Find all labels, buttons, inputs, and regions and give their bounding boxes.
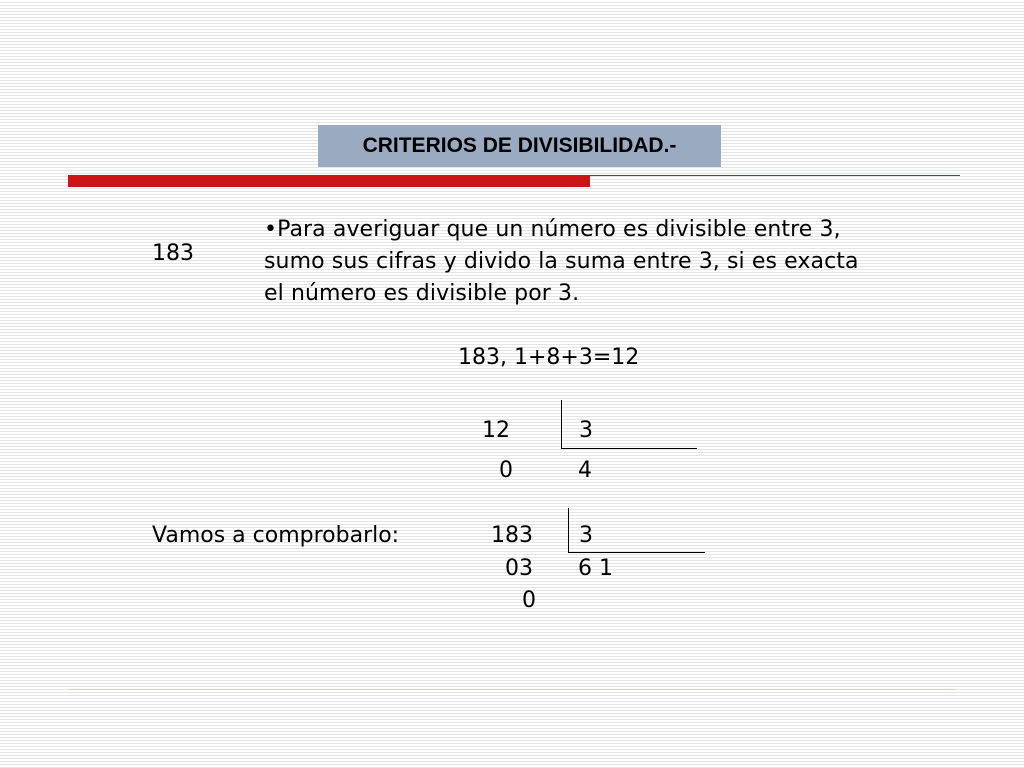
division1-remainder: 0 — [499, 458, 513, 483]
side-number: 183 — [152, 241, 194, 266]
rule-line-2: sumo sus cifras y divido la suma entre 3, si es exacta — [264, 249, 859, 274]
division1-divisor: 3 — [579, 418, 593, 443]
sum-expression: 183, 1+8+3=12 — [458, 345, 640, 370]
rule-paragraph — [264, 214, 974, 310]
footer-divider — [68, 689, 956, 690]
division2-partial: 03 — [505, 556, 533, 581]
rule-line-3: el número es divisible por 3. — [264, 281, 580, 306]
division1-vertical-bar — [561, 400, 562, 448]
division1-horizontal-bar — [561, 448, 697, 449]
slide-title: CRITERIOS DE DIVISIBILIDAD.- — [318, 125, 721, 167]
division2-divisor: 3 — [579, 523, 593, 548]
division2-quotient: 6 1 — [578, 556, 613, 581]
title-underline-line — [590, 175, 960, 176]
title-underline-bar — [68, 175, 590, 187]
division2-remainder: 0 — [522, 588, 536, 613]
division2-horizontal-bar — [568, 552, 705, 553]
check-label: Vamos a comprobarlo: — [152, 523, 400, 548]
division2-vertical-bar — [568, 508, 569, 553]
bullet-icon: • — [264, 217, 278, 242]
division1-quotient: 4 — [578, 458, 592, 483]
rule-line-1: •Para averiguar que un número es divisible entre 3, — [264, 217, 841, 242]
division2-dividend: 183 — [491, 523, 533, 548]
division1-dividend: 12 — [482, 418, 510, 443]
